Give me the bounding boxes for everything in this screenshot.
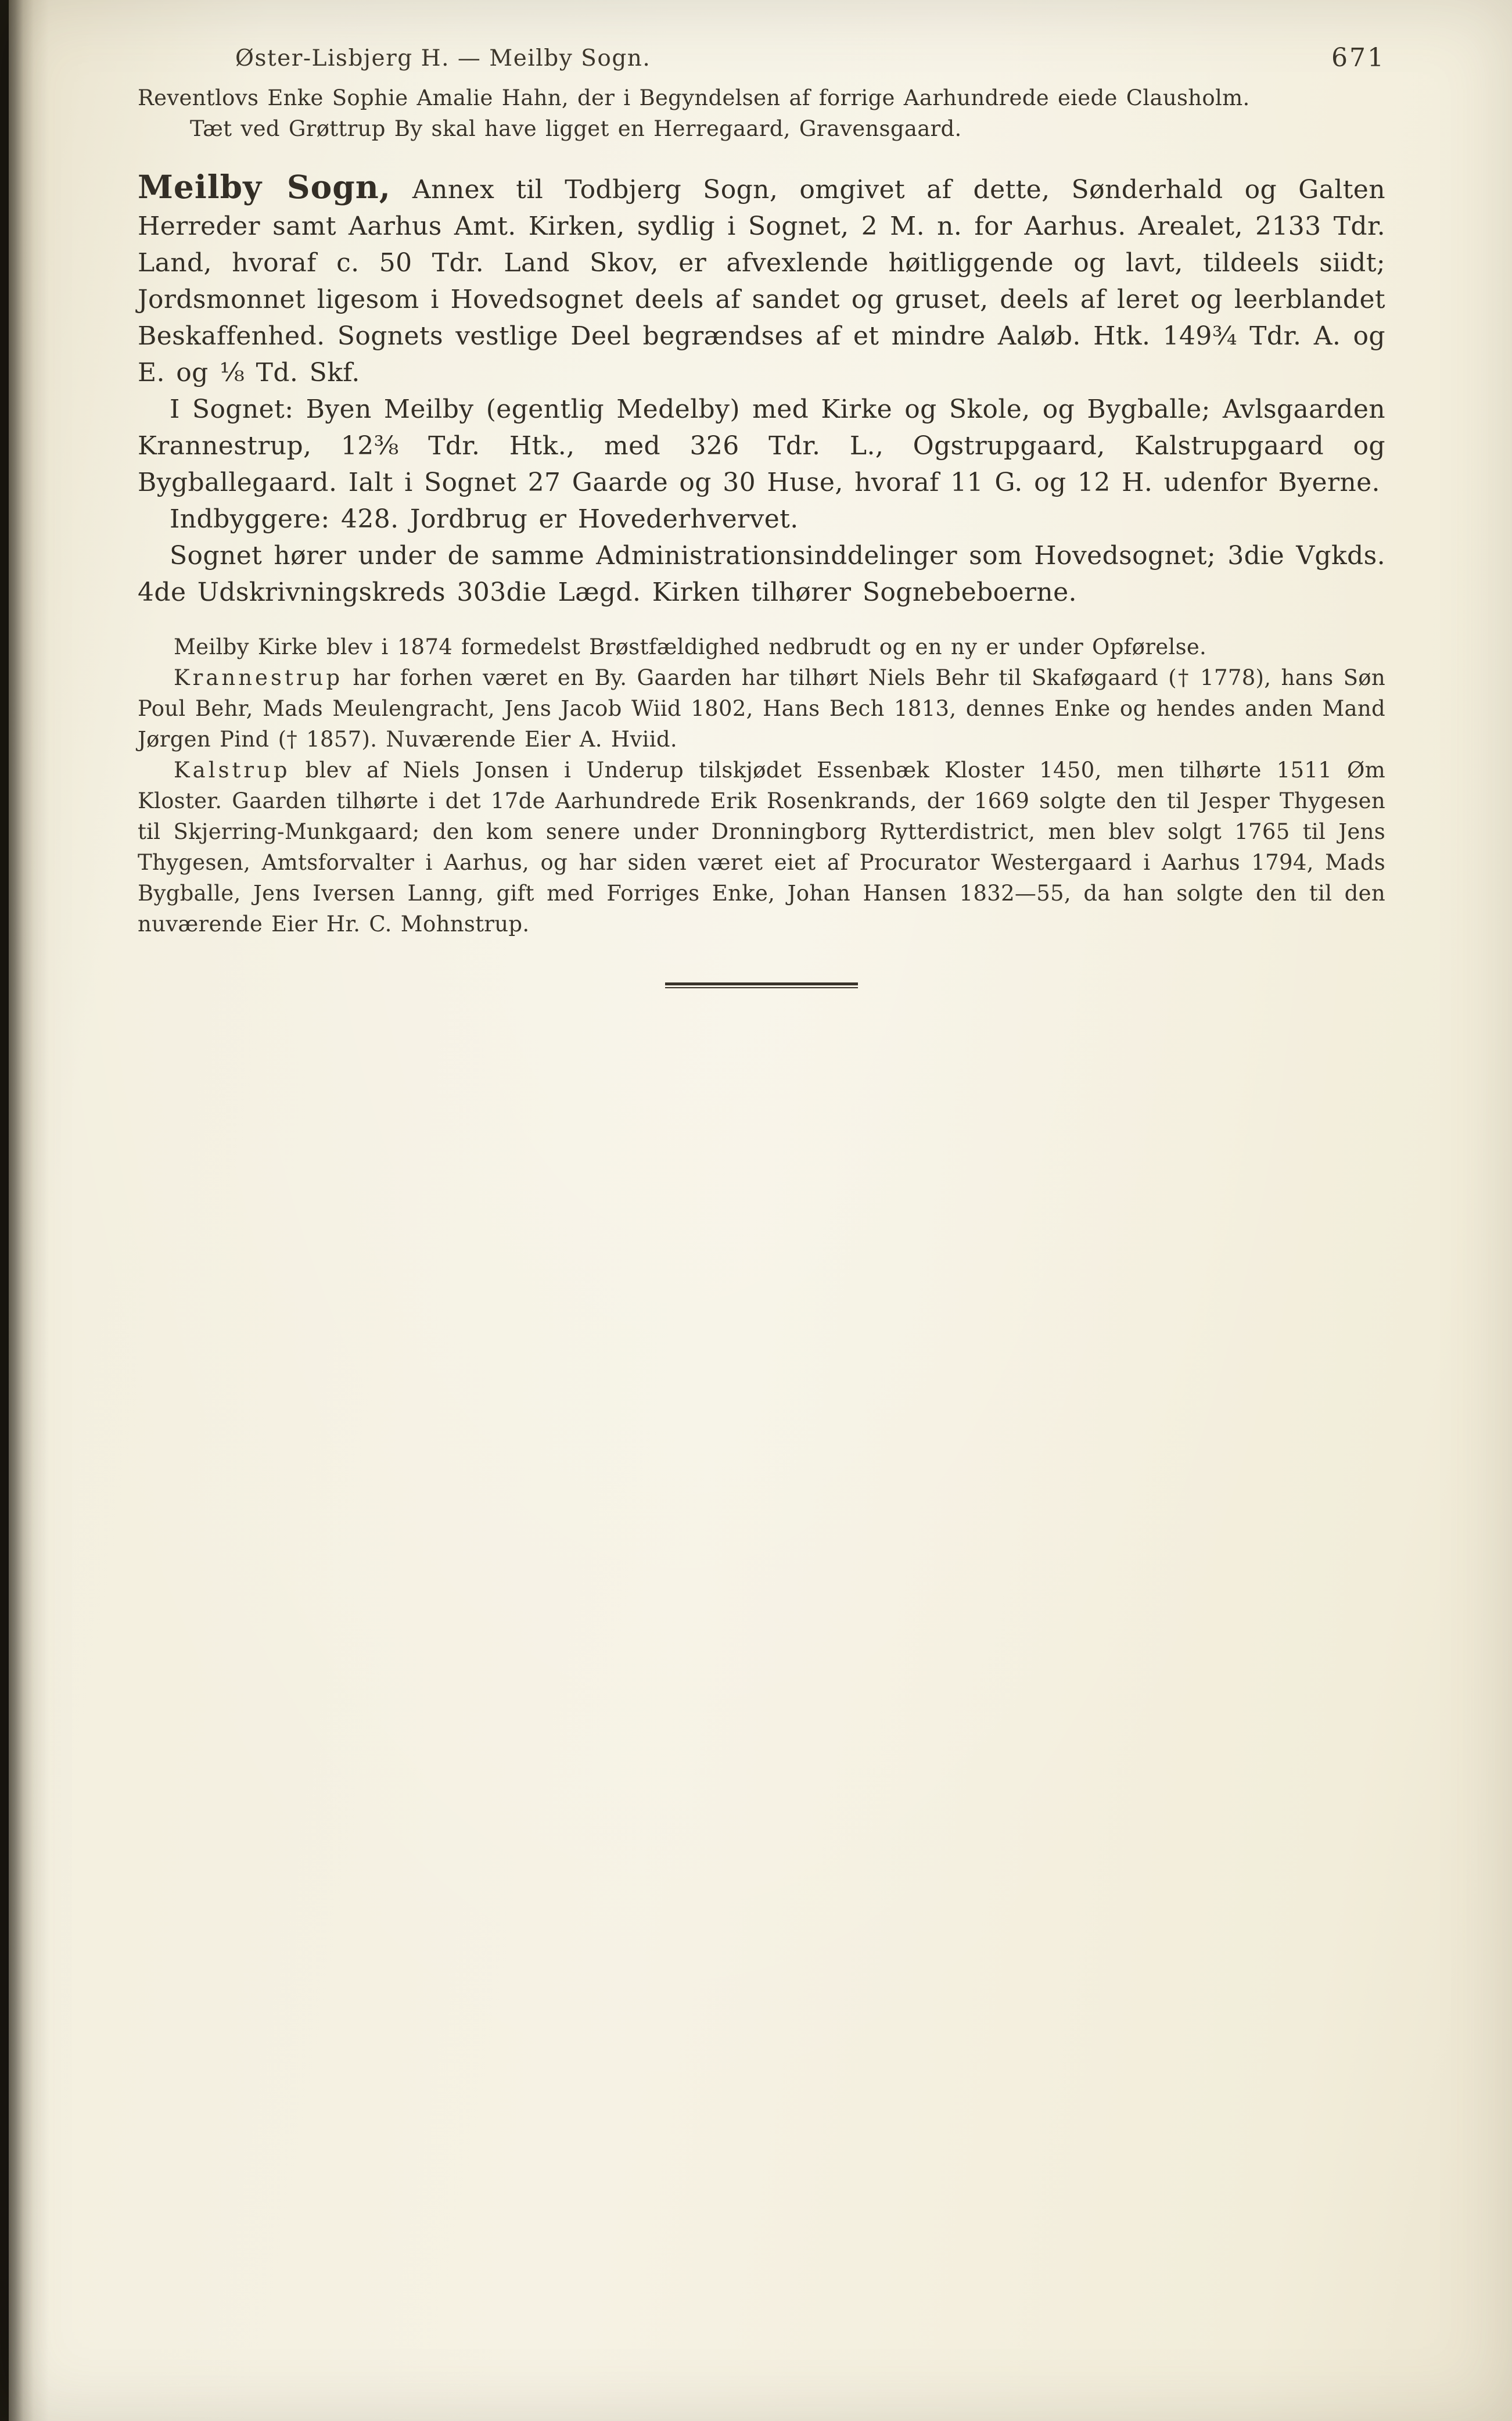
page-text-block [138,83,1385,988]
book-binding-shadow [0,0,49,2421]
note-text-kalstrup: blev af Niels Jonsen i Underup tilskjødet Essenbæk Kloster 1450, men tilhørte 1511 Øm Kloster. Gaarden tilhørte i det 17de Aarhundrede Erik Rosenkrands, der 1669 solgte den til Jesper Thygesen til Skjerring-Munkgaard; den kom senere under Dronningborg Rytterdistrict, men blev solgt 1765 til Jens Thygesen, Amtsforvalter i Aarhus, og har siden været eiet af Procurator Westergaard i Aarhus 1794, Mads Bygballe, Jens Iversen Lanng, gift med Forriges Enke, Johan Hansen 1832—55, da han solgte den til den nuværende Eier Hr. C. Mohnstrup. [138,758,1385,937]
paragraph-i-sognet: I Sognet: Byen Meilby (egentlig Medelby) med Kirke og Skole, og Bygballe; Avlsgaarden Krannestrup, 12⅜ Tdr. Htk., med 326 Tdr. L., Ogstrupgaard, Kalstrupgaard og Bygballegaard. Ialt i Sognet 27 Gaarde og 30 Huse, hvoraf 11 G. og 12 H. udenfor Byerne. [138,394,1385,497]
paragraph-continuation-reventlov: Reventlovs Enke Sophie Amalie Hahn, der i Begyndelsen af forrige Aarhundrede eiede Clausholm. [138,85,1250,110]
paragraph-note-krannestrup [138,662,1385,755]
section-end-rule [665,982,858,988]
paragraph-note-kirke: Meilby Kirke blev i 1874 formedelst Brøstfældighed nedbrudt og en ny er under Opførelse. [174,634,1207,659]
section-heading-meilby-sogn: Meilby Sogn, [138,168,391,206]
note-text-krannestrup: har forhen været en By. Gaarden har tilhørt Niels Behr til Skaføgaard († 1778), hans Søn Poul Behr, Mads Meulengracht, Jens Jacob Wiid 1802, Hans Bech 1813, dennes Enke og hendes anden Mand Jørgen Pind († 1857). Nuværende Eier A. Hviid. [138,665,1385,752]
note-lead-kalstrup: Kalstrup [174,758,290,783]
paragraph-note-kalstrup [138,755,1385,939]
paragraph-meilby-sogn-intro [138,168,1385,391]
page-header [138,43,1385,80]
note-lead-krannestrup: Krannestrup [174,665,343,690]
page-number: 671 [1331,43,1385,73]
paragraph-grottrup: Tæt ved Grøttrup By skal have ligget en Herregaard, Gravensgaard. [190,116,962,141]
section-intro-text: Annex til Todbjerg Sogn, omgivet af dette, Sønderhald og Galten Herreder samt Aarhus Amt. Kirken, sydlig i Sognet, 2 M. n. for Aarhus. Arealet, 2133 Tdr. Land, hvoraf c. 50 Tdr. Land Skov, er afvexlende høitliggende og lavt, tildeels siidt; Jordsmonnet ligesom i Hovedsognet deels af sandet og gruset, deels af leret og leerblandet Beskaffenhed. Sognets vestlige Deel begrændses af et mindre Aaløb. Htk. 149¾ Tdr. A. og E. og ⅛ Td. Skf. [138,175,1385,388]
paragraph-indbyggere: Indbyggere: 428. Jordbrug er Hovederhvervet. [170,504,799,534]
running-title: Øster-Lisbjerg H. — Meilby Sogn. [235,45,651,71]
paragraph-administration: Sognet hører under de samme Administrationsinddelinger som Hovedsognet; 3die Vgkds. 4de Udskrivningskreds 303die Lægd. Kirken tilhører Sognebeboerne. [138,541,1385,607]
